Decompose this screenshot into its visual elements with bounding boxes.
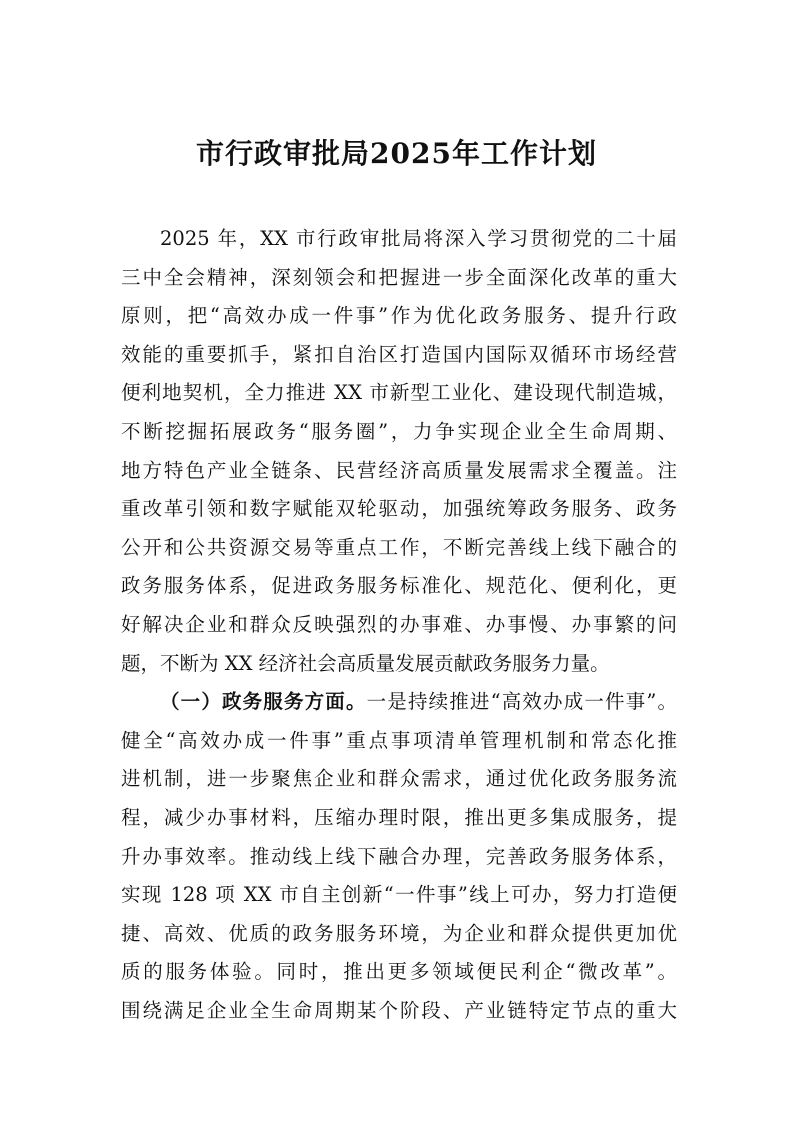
paragraph-line: 围绕满足企业全生命周期某个阶段、产业链特定节点的重大 <box>121 998 677 1022</box>
paragraph-line: 效能的重要抓手，紧扣自治区打造国内国际双循环市场经营 <box>121 342 677 366</box>
paragraph-line: 公开和公共资源交易等重点工作，不断完善线上线下融合的 <box>121 535 677 559</box>
paragraph-line: 实现 128 项 XX 市自主创新“一件事”线上可办，努力打造便 <box>121 883 677 907</box>
paragraph-line: 三中全会精神，深刻领会和把握进一步全面深化改革的重大 <box>121 265 677 289</box>
paragraph-line: 质的服务体验。同时，推出更多领域便民利企“微改革”。 <box>121 960 677 984</box>
paragraph-line: 不断挖掘拓展政务“服务圈”，力争实现企业全生命周期、 <box>121 419 677 443</box>
document-body <box>121 220 677 1030</box>
paragraph-line: 原则，把“高效办成一件事”作为优化政务服务、提升行政 <box>121 304 677 328</box>
section-heading-line <box>121 683 677 722</box>
paragraph-line: 好解决企业和群众反映强烈的办事难、办事慢、办事繁的问 <box>121 612 677 636</box>
paragraph-line: 地方特色产业全链条、民营经济高质量发展需求全覆盖。注 <box>121 458 677 482</box>
paragraph-line: 升办事效率。推动线上线下融合办理，完善政务服务体系， <box>121 844 677 868</box>
section-heading-rest: 一是持续推进“高效办成一件事”。 <box>366 690 677 714</box>
paragraph-line: 健全“高效办成一件事”重点事项清单管理机制和常态化推 <box>121 728 677 752</box>
section-heading: （一）政务服务方面。 <box>160 690 367 714</box>
paragraph-line: 便利地契机，全力推进 XX 市新型工业化、建设现代制造城， <box>121 381 677 405</box>
paragraph-line: 进机制，进一步聚焦企业和群众需求，通过优化政务服务流 <box>121 767 677 791</box>
paragraph-line: 政务服务体系，促进政务服务标准化、规范化、便利化，更 <box>121 574 677 598</box>
paragraph-line: 题，不断为 XX 经济社会高质量发展贡献政务服务力量。 <box>121 651 610 675</box>
paragraph-line: 2025 年，XX 市行政审批局将深入学习贯彻党的二十届 <box>160 227 677 250</box>
paragraph-line: 程，减少办事材料，压缩办理时限，推出更多集成服务，提 <box>121 805 677 829</box>
paragraph-line: 重改革引领和数字赋能双轮驱动，加强统筹政务服务、政务 <box>121 497 677 521</box>
paragraph-line: 捷、高效、优质的政务服务环境，为企业和群众提供更加优 <box>121 921 677 945</box>
document-title: 市行政审批局2025年工作计划 <box>196 137 597 170</box>
